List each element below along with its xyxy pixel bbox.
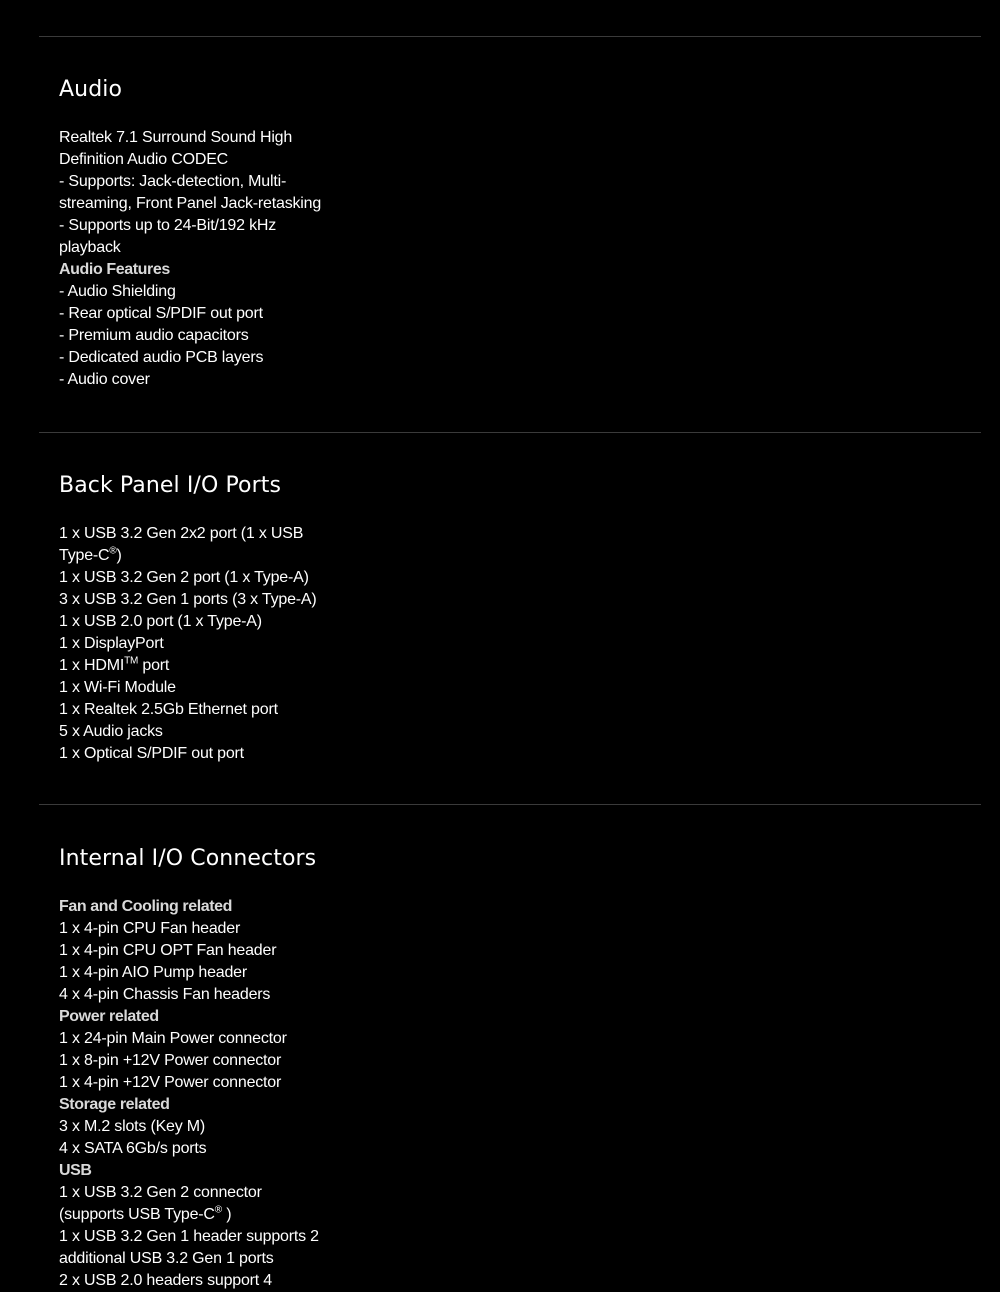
- connector-item: 4 x SATA 6Gb/s ports: [59, 1140, 207, 1157]
- section-divider: [39, 804, 981, 805]
- connector-item: [59, 1204, 379, 1226]
- registered-mark: ®: [214, 1204, 222, 1216]
- port-item: 1 x USB 3.2 Gen 2 port (1 x Type-A): [59, 569, 309, 586]
- port-item: 1 x DisplayPort: [59, 635, 164, 652]
- connector-item: 1 x 4-pin AIO Pump header: [59, 964, 248, 981]
- connector-item: 3 x M.2 slots (Key M): [59, 1118, 206, 1135]
- audio-feature-item: - Audio Shielding: [59, 283, 176, 300]
- usb-heading: USB: [59, 1162, 92, 1179]
- port-item: [59, 655, 379, 677]
- top-divider: [39, 36, 981, 37]
- connector-item: additional USB 3.2 Gen 1 ports: [59, 1250, 274, 1267]
- connector-item: 1 x 4-pin CPU Fan header: [59, 920, 241, 937]
- port-item: 1 x USB 3.2 Gen 2x2 port (1 x USB: [59, 525, 304, 542]
- section-divider: [39, 432, 981, 433]
- audio-line: - Supports: Jack-detection, Multi-: [59, 173, 287, 190]
- audio-feature-item: - Dedicated audio PCB layers: [59, 349, 264, 366]
- internal-io-title: Internal I/O Connectors: [59, 846, 317, 871]
- back-panel-section: [59, 472, 379, 765]
- port-item-text: 1 x HDMI: [59, 657, 125, 674]
- audio-feature-item: - Audio cover: [59, 371, 150, 388]
- connector-item: 2 x USB 2.0 headers support 4: [59, 1272, 272, 1289]
- audio-line: playback: [59, 239, 121, 256]
- port-item: 1 x USB 2.0 port (1 x Type-A): [59, 613, 262, 630]
- connector-item: 1 x USB 3.2 Gen 2 connector: [59, 1184, 262, 1201]
- audio-line: Definition Audio CODEC: [59, 151, 229, 168]
- storage-heading: Storage related: [59, 1096, 170, 1113]
- audio-title: Audio: [59, 77, 123, 102]
- internal-io-body: [59, 896, 379, 1292]
- port-item: 1 x Realtek 2.5Gb Ethernet port: [59, 701, 278, 718]
- audio-line: Realtek 7.1 Surround Sound High: [59, 129, 293, 146]
- connector-item-text: ): [221, 1206, 232, 1223]
- connector-item: 4 x 4-pin Chassis Fan headers: [59, 986, 271, 1003]
- audio-features-heading: Audio Features: [59, 261, 170, 278]
- port-item-text: port: [138, 657, 170, 674]
- audio-feature-item: - Rear optical S/PDIF out port: [59, 305, 263, 322]
- back-panel-title: Back Panel I/O Ports: [59, 473, 282, 498]
- trademark-mark: TM: [124, 655, 139, 667]
- audio-section: [59, 76, 379, 391]
- port-item: 1 x Optical S/PDIF out port: [59, 745, 244, 762]
- port-item: 3 x USB 3.2 Gen 1 ports (3 x Type-A): [59, 591, 317, 608]
- internal-io-section: [59, 845, 379, 1292]
- port-item: 5 x Audio jacks: [59, 723, 163, 740]
- power-heading: Power related: [59, 1008, 159, 1025]
- connector-item: 1 x USB 3.2 Gen 1 header supports 2: [59, 1228, 319, 1245]
- audio-line: - Supports up to 24-Bit/192 kHz: [59, 217, 277, 234]
- audio-feature-item: - Premium audio capacitors: [59, 327, 249, 344]
- port-item: 1 x Wi-Fi Module: [59, 679, 176, 696]
- port-item: [59, 545, 379, 567]
- port-item-text: ): [116, 547, 122, 564]
- port-item-text: Type-C: [59, 547, 110, 564]
- connector-item-text: (supports USB Type-C: [59, 1206, 215, 1223]
- audio-body: [59, 127, 379, 391]
- registered-mark: ®: [109, 545, 117, 557]
- connector-item: 1 x 24-pin Main Power connector: [59, 1030, 287, 1047]
- connector-item: 1 x 4-pin +12V Power connector: [59, 1074, 282, 1091]
- back-panel-body: [59, 523, 379, 765]
- audio-line: streaming, Front Panel Jack-retasking: [59, 195, 322, 212]
- connector-item: 1 x 8-pin +12V Power connector: [59, 1052, 282, 1069]
- connector-item: 1 x 4-pin CPU OPT Fan header: [59, 942, 277, 959]
- fan-heading: Fan and Cooling related: [59, 898, 233, 915]
